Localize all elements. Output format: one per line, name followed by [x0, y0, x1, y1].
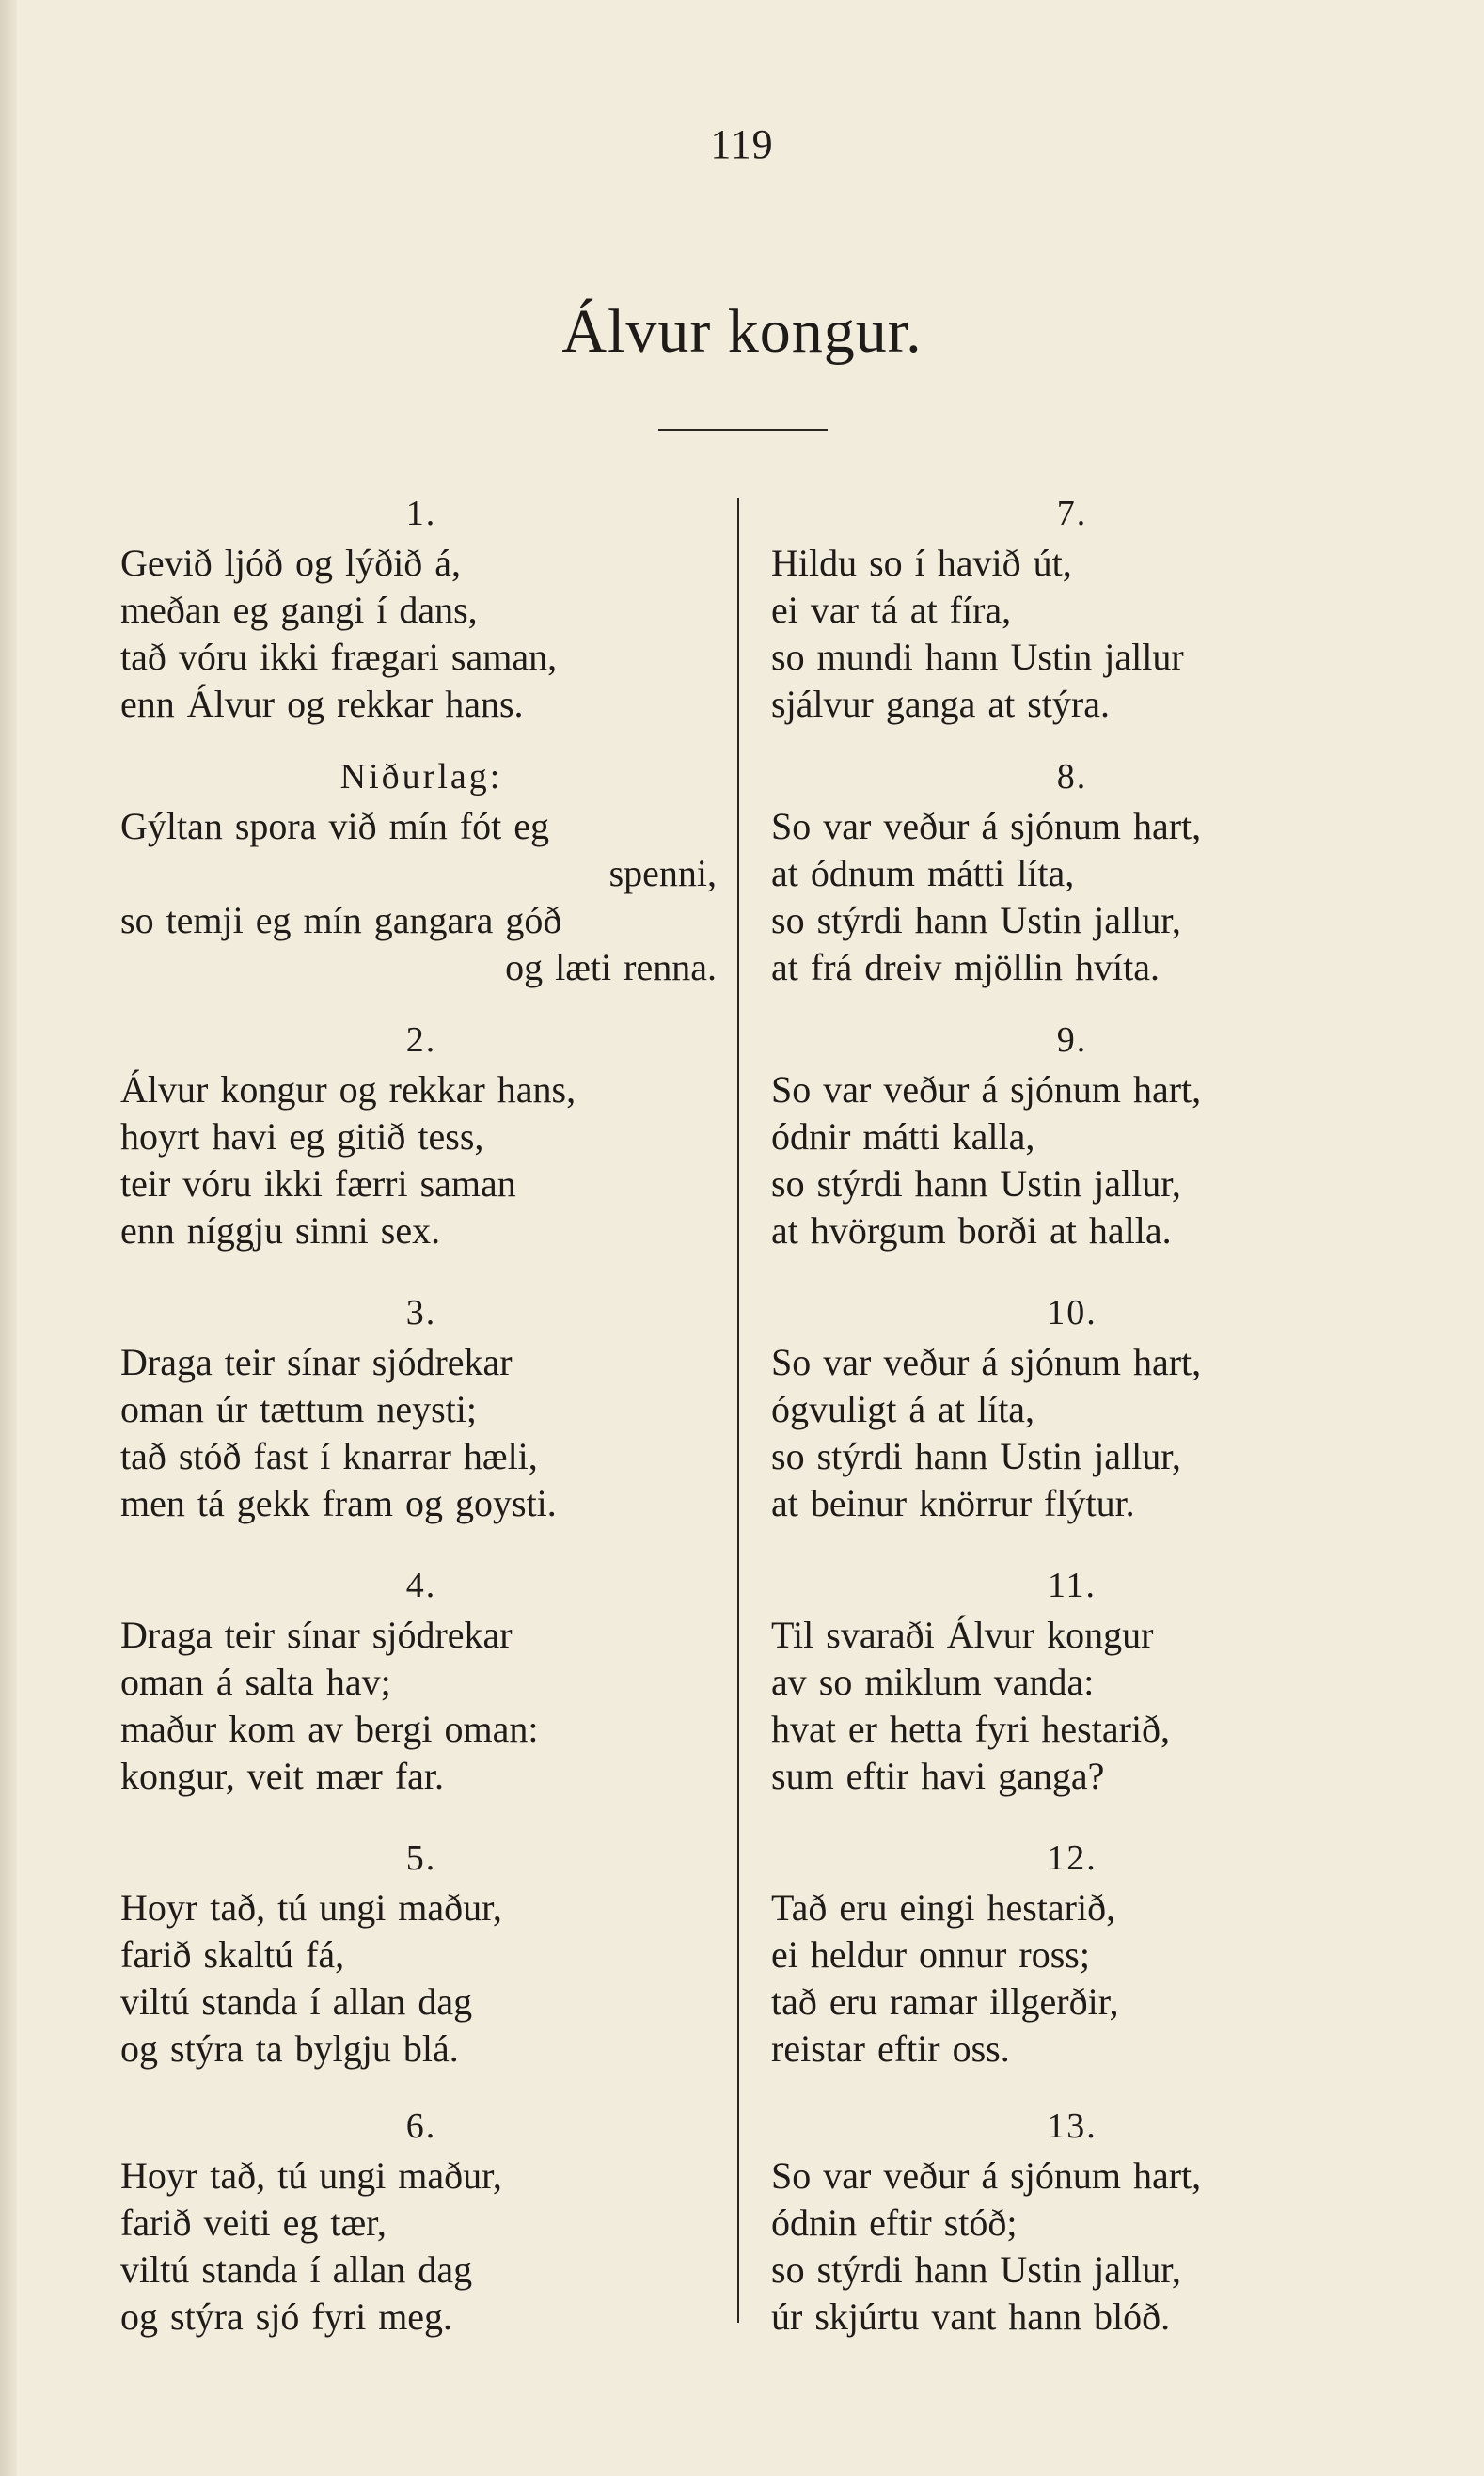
stanza-2 [120, 1016, 722, 1254]
verse-line: og stýra sjó fyri meg. [120, 2295, 453, 2338]
verse-line: Hoyr tað, tú ungi maður, [120, 1886, 502, 1929]
column-divider [737, 498, 739, 2323]
page-number: 119 [710, 121, 774, 167]
verse-line: Gýltan spora við mín fót eg [120, 805, 550, 847]
stanza-number: 7. [1056, 494, 1088, 533]
verse-line: enn níggju sinni sex. [120, 1209, 441, 1252]
stanza-12 [771, 1834, 1373, 2073]
verse-line: viltú standa í allan dag [120, 1980, 473, 2023]
stanza-7 [771, 489, 1373, 728]
stanza-number: 1. [405, 494, 437, 533]
verse-line: Álvur kongur og rekkar hans, [120, 1068, 576, 1111]
verse-line: so stýrdi hann Ustin jallur, [771, 899, 1181, 941]
verse-line: av so miklum vanda: [771, 1661, 1095, 1703]
stanza-number: 13. [1047, 2106, 1097, 2146]
verse-line: teir vóru ikki færri saman [120, 1162, 516, 1205]
verse-line: sum eftir havi ganga? [771, 1755, 1105, 1797]
stanza-number: 5. [405, 1838, 437, 1878]
stanza-number: 12. [1047, 1838, 1097, 1878]
verse-line: at hvörgum borði at halla. [771, 1209, 1172, 1252]
verse-line: Draga teir sínar sjódrekar [120, 1341, 513, 1383]
poem-title: Álvur kongur. [561, 297, 923, 366]
verse-line: tað eru ramar illgerðir, [771, 1980, 1119, 2023]
stanza-4 [120, 1561, 722, 1800]
verse-line: farið veiti eg tær, [120, 2201, 387, 2244]
stanza-number: 9. [1056, 1020, 1088, 1060]
verse-line: So var veður á sjónum hart, [771, 805, 1202, 847]
stanza-5 [120, 1834, 722, 2073]
verse-line: men tá gekk fram og goysti. [120, 1482, 557, 1524]
refrain [120, 752, 722, 991]
verse-line: ódnir mátti kalla, [771, 1115, 1035, 1158]
verse-line: Hildu so í havið út, [771, 542, 1072, 584]
verse-line: ógvuligt á at líta, [771, 1388, 1035, 1430]
title-rule [658, 429, 828, 431]
verse-line: viltú standa í allan dag [120, 2248, 473, 2291]
stanza-8 [771, 752, 1373, 991]
verse-line: at frá dreiv mjöllin hvíta. [771, 946, 1160, 988]
verse-line: farið skaltú fá, [120, 1933, 345, 1976]
stanza-number: 2. [405, 1020, 437, 1060]
verse-line: kongur, veit mær far. [120, 1755, 444, 1797]
stanza-9 [771, 1016, 1373, 1254]
verse-line: maður kom av bergi oman: [120, 1708, 539, 1750]
verse-line: so mundi hann Ustin jallur [771, 636, 1184, 678]
verse-line: so stýrdi hann Ustin jallur, [771, 2248, 1181, 2291]
verse-line: oman á salta hav; [120, 1661, 391, 1703]
stanza-number: 4. [405, 1566, 437, 1605]
verse-line: ódnin eftir stóð; [771, 2201, 1018, 2244]
verse-line: sjálvur ganga at stýra. [771, 683, 1110, 725]
verse-line: reistar eftir oss. [771, 2027, 1010, 2070]
verse-line: at beinur knörrur flýtur. [771, 1482, 1135, 1524]
verse-line: meðan eg gangi í dans, [120, 589, 478, 631]
verse-line: So var veður á sjónum hart, [771, 1068, 1202, 1111]
refrain-heading: Niðurlag: [339, 757, 503, 796]
verse-line: tað stóð fast í knarrar hæli, [120, 1435, 538, 1477]
verse-line: enn Álvur og rekkar hans. [120, 683, 524, 725]
stanza-number: 6. [405, 2106, 437, 2146]
verse-line: So var veður á sjónum hart, [771, 1341, 1202, 1383]
verse-line: Hoyr tað, tú ungi maður, [120, 2154, 502, 2197]
verse-line: hoyrt havi eg gitið tess, [120, 1115, 484, 1158]
verse-line: so stýrdi hann Ustin jallur, [771, 1162, 1181, 1205]
verse-line: Gevið ljóð og lýðið á, [120, 542, 461, 584]
stanza-number: 3. [405, 1293, 437, 1333]
stanza-11 [771, 1561, 1373, 1800]
verse-line: ei var tá at fíra, [771, 589, 1012, 631]
verse-line: So var veður á sjónum hart, [771, 2154, 1202, 2197]
verse-line: so temji eg mín gangara góð [120, 899, 562, 941]
stanza-number: 8. [1056, 757, 1088, 796]
verse-line: Til svaraði Álvur kongur [771, 1614, 1154, 1656]
stanza-13 [771, 2102, 1373, 2341]
verse-line: hvat er hetta fyri hestarið, [771, 1708, 1171, 1750]
stanza-number: 10. [1047, 1293, 1097, 1333]
verse-line: úr skjúrtu vant hann blóð. [771, 2295, 1171, 2338]
verse-line: og stýra ta bylgju blá. [120, 2027, 459, 2070]
verse-line: at ódnum mátti líta, [771, 852, 1075, 894]
stanza-1 [120, 489, 722, 728]
verse-line-continuation: og læti renna. [505, 946, 717, 988]
verse-line: oman úr tættum neysti; [120, 1388, 477, 1430]
verse-line: so stýrdi hann Ustin jallur, [771, 1435, 1181, 1477]
verse-line: ei heldur onnur ross; [771, 1933, 1090, 1976]
page-edge-shadow [0, 0, 17, 2476]
verse-line: tað vóru ikki frægari saman, [120, 636, 558, 678]
stanza-number: 11. [1047, 1566, 1097, 1605]
verse-line: Tað eru eingi hestarið, [771, 1886, 1116, 1929]
stanza-6 [120, 2102, 722, 2341]
verse-line-continuation: spenni, [608, 852, 717, 894]
stanza-10 [771, 1288, 1373, 1527]
verse-line: Draga teir sínar sjódrekar [120, 1614, 513, 1656]
stanza-3 [120, 1288, 722, 1527]
